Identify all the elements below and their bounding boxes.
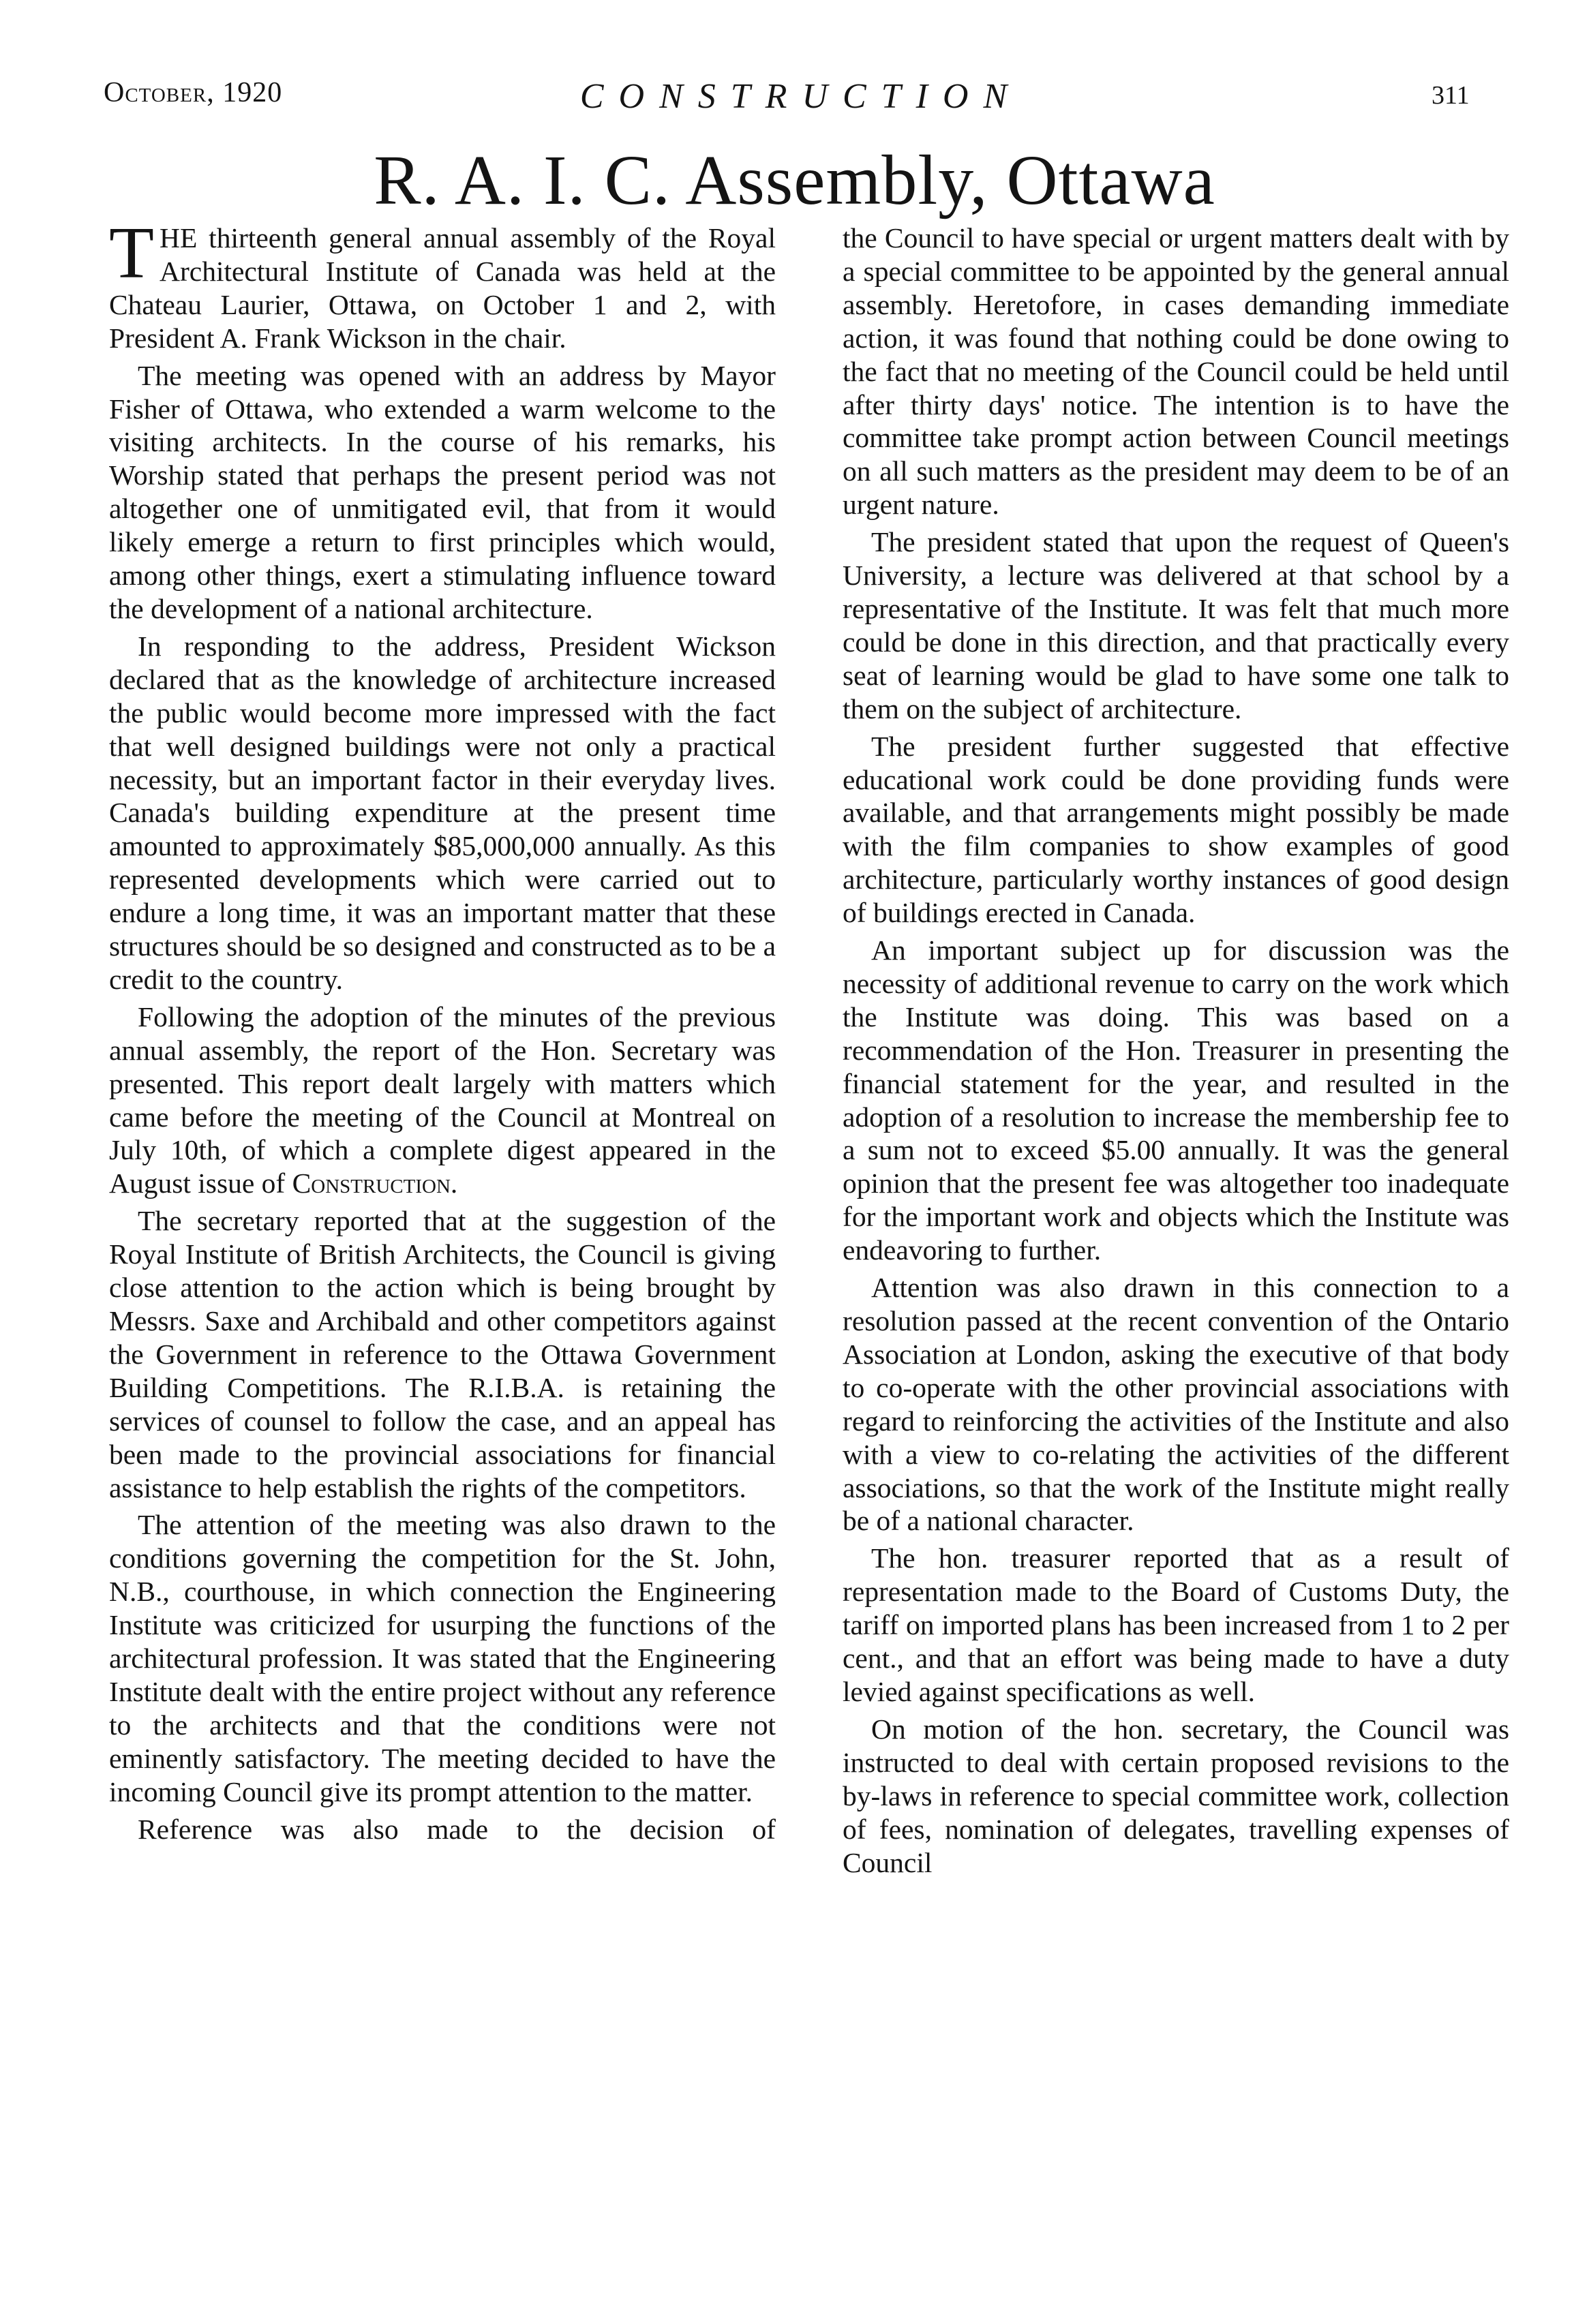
- paragraph-text: Following the adoption of the minutes of the previous annual assembly, the report of the Hon. Secretary was presented. This report dealt largely with matters which came before the meeting of the Council at Montreal on July 10th, of which a complete digest appeared in the August issue of: [109, 1000, 776, 1199]
- paragraph: An important subject up for discussion was the necessity of additional revenue to carry on the work which the Institute was doing. This was based on a recommendation of the Hon. Treasurer in presenting the financial statement for the year, and resulted in the adoption of a resolution to increase the membership fee to a sum not to exceed $5.00 annually. It was the general opinion that the present fee was altogether too inadequate for the important work and objects which the Institute was endeavoring to further.: [843, 934, 1509, 1266]
- paragraph: On motion of the hon. secretary, the Council was instructed to deal with certain proposed revisions to the by-laws in reference to special committee work, collection of fees, nomination of delegates, travelling expenses of Council: [843, 1713, 1509, 1878]
- paragraph: The attention of the meeting was also drawn to the conditions governing the competition for the St. John, N.B., courthouse, in which connection the Engineering Institute was criticized for usurping the functions of the architectural profession. It was stated that the Engineering Institute dealt with the entire project without any reference to the architects and that the conditions were not eminently satisfactory. The meeting decided to have the incoming Council give its prompt attention to the matter.: [109, 1509, 776, 1807]
- drop-cap: T: [109, 213, 154, 294]
- paragraph: The president further suggested that effective educational work could be done providing funds were available, and that arrangements might possibly be made with the film companies to show examples of good architecture, particularly worthy instances of good design of buildings erected in Canada.: [843, 730, 1509, 929]
- paragraph: The secretary reported that at the suggestion of the Royal Institute of British Architects, the Council is giving close attention to the action which is being brought by Messrs. Saxe and Archibald and other competitors against the Government in reference to the Ottawa Government Building Competitions. The R.I.B.A. is retaining the services of counsel to follow the case, and an appeal has been made to the provincial associations for financial assistance to help establish the rights of the competitors.: [109, 1205, 776, 1503]
- journal-reference: Construction: [292, 1167, 451, 1199]
- paragraph: [109, 1000, 776, 1200]
- right-column: [843, 221, 1509, 1883]
- paragraph: the Council to have special or urgent matters dealt with by a special committee to be appointed by the general annual assembly. Heretofore, in cases demanding immediate action, it was found that nothing could be done owing to the fact that no meeting of the Council could be held until after thirty days' notice. The intention is to have the committee take prompt action between Council meetings on all such matters as the president may deem to be of an urgent nature.: [843, 222, 1509, 521]
- issue-date: October, 1920: [104, 77, 283, 108]
- paragraph: The hon. treasurer reported that as a result of representation made to the Board of Customs Duty, the tariff on imported plans has been increased from 1 to 2 per cent., and that an effort was being made to have a duty levied against specifications as well.: [843, 1542, 1509, 1707]
- paragraph: [109, 213, 776, 355]
- paragraph-text: HE thirteenth general annual assembly of the Royal Architectural Institute of Canada was held at the Chateau Laurier, Ottawa, on October 1 and 2, with President A. Frank Wickson in the chair.: [109, 222, 776, 354]
- journal-name: CONSTRUCTION: [579, 77, 1023, 116]
- paragraph: Reference was also made to the decision of: [138, 1813, 776, 1845]
- paragraph: In responding to the address, President Wickson declared that as the knowledge of architecture increased the public would become more impressed with the fact that well designed buildings were not only a practical necessity, but an important factor in their everyday lives. Canada's building expenditure at the present time amounted to approximately $85,000,000 annually. As this represented developments which were carried out to endure a long time, it was an important matter that these structures should be so designed and constructed as to be a credit to the country.: [109, 630, 776, 995]
- paragraph: Attention was also drawn in this connection to a resolution passed at the recent convention of the Ontario Association at London, asking the executive of that body to co-operate with the other provincial associations with regard to reinforcing the activities of the Institute and also with a view to co-relating the activities of the different associations, so that the work of the Institute might really be of a national character.: [843, 1272, 1509, 1537]
- paragraph-end: .: [450, 1167, 458, 1199]
- article-title: R. A. I. C. Assembly, Ottawa: [374, 141, 1215, 219]
- paragraph: The meeting was opened with an address by Mayor Fisher of Ottawa, who extended a warm welcome to the visiting architects. In the course of his remarks, his Worship stated that perhaps the present period was not altogether one of unmitigated evil, that from it would likely emerge a return to first principles which would, among other things, exert a stimulating influence toward the development of a national architecture.: [109, 359, 776, 624]
- left-column: [109, 213, 776, 1850]
- page-number: 311: [1432, 81, 1470, 110]
- paragraph: The president stated that upon the request of Queen's University, a lecture was delivered at that school by a representative of the Institute. It was felt that much more could be done in this direction, and that practically every seat of learning would be glad to have some one talk to them on the subject of architecture.: [843, 526, 1509, 724]
